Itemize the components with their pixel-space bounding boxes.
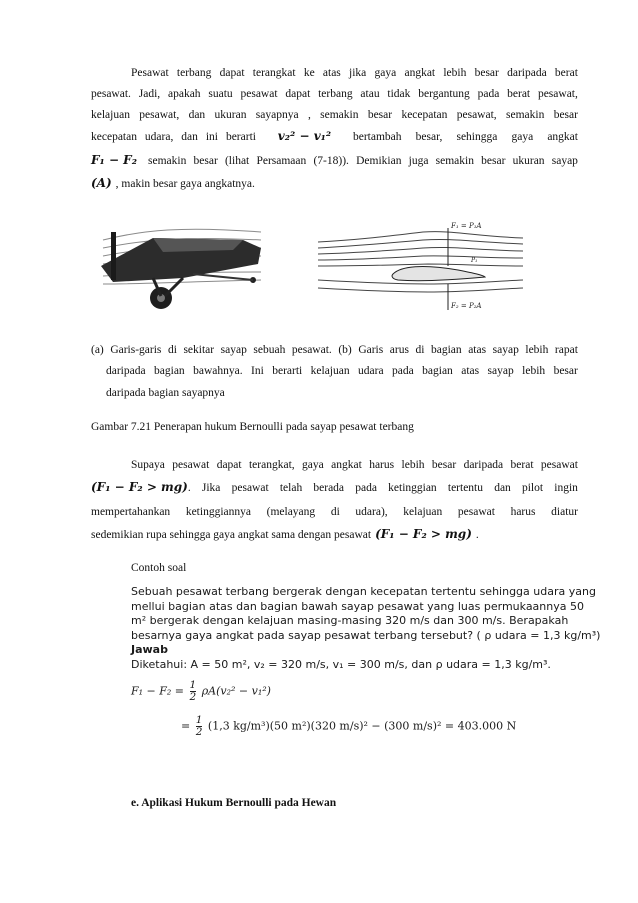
word: pesawat, [139, 109, 180, 121]
word: bertambah [352, 131, 402, 143]
word: pada [355, 482, 377, 494]
word: kecepatan [91, 131, 137, 143]
eq1-lhs: F₁ − F₂ = [131, 684, 185, 698]
answer-heading: Jawab [131, 643, 168, 656]
eq2-lhs: = [181, 719, 191, 733]
para1-line2 [91, 87, 578, 101]
word: pesawat [457, 506, 495, 518]
word: pilot [521, 482, 544, 494]
word: besar [481, 155, 506, 167]
word: gaya [511, 131, 534, 143]
force-top-label: F₁ = P₁A [451, 222, 482, 230]
word: suatu [208, 88, 233, 100]
word: Ini [251, 365, 264, 377]
word: besar [367, 109, 393, 121]
figure-title [91, 420, 578, 434]
eq1-rhs: ρA(v₂² − v₁²) [201, 684, 271, 698]
word: (lihat [224, 155, 250, 167]
caption-line3-text: daripada bagian sayapnya [106, 387, 225, 399]
word: dapat [219, 67, 245, 79]
word: lebih [522, 365, 546, 377]
word: sayap [551, 155, 578, 167]
eq2-fraction [196, 715, 203, 738]
word: udara), [355, 506, 388, 518]
word: udara, [144, 131, 174, 143]
problem-line-3: m² bergerak dengan kelajuan masing-masing 320 m/s dan 300 m/s. Berapakah [131, 614, 569, 627]
word: kelajuan [310, 365, 350, 377]
lift-condition-math-2: (F₁ − F₂ > mg) [375, 527, 472, 541]
example-label-text: Contoh soal [131, 562, 187, 574]
word: daripada [463, 459, 504, 471]
word: ketinggian [388, 482, 437, 494]
word: terangkat [252, 67, 296, 79]
word: berada [313, 482, 345, 494]
para2-line2 [91, 480, 578, 495]
word: sayap [220, 344, 247, 356]
word: juga [408, 155, 429, 167]
para2-line2-text [188, 481, 578, 495]
eq2-rhs: (1,3 kg/m³)(50 m²)(320 m/s)² − (300 m/s)² = 403.000 N [207, 719, 517, 733]
caption-line2 [106, 364, 578, 378]
word: gaya [374, 67, 397, 79]
given-values: Diketahui: A = 50 m², v₂ = 320 m/s, v₁ = 300 m/s, dan ρ udara = 1,3 kg/m³. [131, 657, 551, 671]
problem-line-2: mellui bagian atas dan bagian bawah sayap pesawat yang luas permukaannya 50 [131, 599, 584, 613]
para2-line4-end: . [475, 529, 479, 541]
word: ukuran [214, 109, 247, 121]
word: dan [494, 482, 511, 494]
word: jika [349, 67, 367, 79]
streamline-diagram [318, 222, 523, 310]
velocity-diff-math: v₂² − v₁² [277, 129, 332, 143]
word: bagian [422, 365, 453, 377]
word: bagian [431, 344, 462, 356]
word: berat [507, 88, 531, 100]
word: apakah [167, 88, 201, 100]
word: Supaya [131, 459, 165, 471]
word: pada [392, 365, 414, 377]
word: berat [510, 459, 534, 471]
eq1-fraction [190, 680, 197, 703]
word: daripada [507, 67, 547, 79]
word: semakin [148, 155, 187, 167]
word: pesawat [231, 482, 269, 494]
word: harus [510, 506, 536, 518]
eq1-denominator: 2 [189, 691, 197, 703]
para2-line3 [91, 505, 578, 519]
word: terbang [176, 67, 212, 79]
word: lebih [401, 459, 425, 471]
para1-line6-text: , makin besar gaya angkatnya. [115, 178, 255, 190]
caption-line1 [91, 343, 578, 357]
eq2-denominator: 2 [195, 726, 203, 738]
word: besar [553, 109, 578, 121]
word: Pesawat [131, 67, 169, 79]
word: , [307, 109, 311, 121]
word: terbang [318, 88, 353, 100]
word: sayap [487, 365, 514, 377]
word: atas [468, 344, 487, 356]
word: bagian [154, 365, 185, 377]
example-label [131, 561, 578, 575]
pressure-label: P₁ [471, 257, 478, 264]
word: sehingga [456, 131, 498, 143]
word: sebuah [253, 344, 286, 356]
word: bawahnya. [193, 365, 243, 377]
word: pesawat, [537, 88, 578, 100]
para2-line1 [131, 458, 578, 472]
word: ketinggiannya [185, 506, 251, 518]
bernoulli-figure [93, 218, 575, 318]
word: mempertahankan [91, 506, 171, 518]
word: ukuran [512, 155, 545, 167]
word: dan [188, 109, 206, 121]
word: lebih [525, 344, 549, 356]
force-diff-math: F₁ − F₂ [91, 153, 137, 167]
word: besar [474, 67, 499, 79]
para1-line4-after [353, 130, 578, 144]
area-math: (A) [91, 176, 112, 190]
word: (melayang [266, 506, 316, 518]
word: atas [461, 365, 480, 377]
word: ke [303, 67, 315, 79]
word: semakin [320, 109, 359, 121]
word: pesawat [240, 88, 278, 100]
para1-line4 [91, 129, 578, 144]
word: di [330, 506, 340, 518]
word: besar [193, 155, 218, 167]
word: ingin [554, 482, 578, 494]
word: di [167, 344, 177, 356]
word: Persamaan [256, 155, 307, 167]
word: diatur [551, 506, 578, 518]
para1-line1 [131, 66, 578, 80]
word: terangkat, [248, 459, 295, 471]
word: pesawat. [91, 88, 131, 100]
word: sekitar [183, 344, 215, 356]
word: kecepatan [401, 109, 448, 121]
problem-line-1: Sebuah pesawat terbang bergerak dengan kecepatan tertentu sehingga udara yang [131, 585, 596, 598]
word: (a) [91, 344, 104, 356]
word: Jadi, [138, 88, 161, 100]
para1-line5 [91, 153, 578, 168]
para1-line3 [91, 108, 578, 122]
word: . [187, 482, 191, 494]
word: pesawat [540, 459, 578, 471]
word: Jika [201, 482, 221, 494]
word: besar [553, 365, 578, 377]
word: besar [431, 459, 457, 471]
word: pada [477, 88, 500, 100]
word: pesawat, [456, 109, 497, 121]
word: gaya [302, 459, 324, 471]
word: atas [322, 67, 341, 79]
word: angkat [331, 459, 362, 471]
word: kelajuan [91, 109, 130, 121]
word: ini [205, 131, 218, 143]
word: berat [554, 67, 578, 79]
word: rapat [554, 344, 578, 356]
word: tidak [387, 88, 411, 100]
word: (b) [338, 344, 352, 356]
word: dan [181, 131, 198, 143]
word: berarti [225, 131, 256, 143]
equation-2 [131, 715, 591, 738]
word: udara [358, 365, 384, 377]
section-heading: e. Aplikasi Hukum Bernoulli pada Hewan [131, 797, 337, 809]
para2-line4 [91, 527, 578, 542]
word: (7-18)). [313, 155, 349, 167]
force-bottom-label: F₂ = P₂A [451, 302, 482, 310]
word: arus [389, 344, 409, 356]
word: daripada [106, 365, 146, 377]
word: bergantung [418, 88, 470, 100]
word: atau [360, 88, 380, 100]
word: Demikian [356, 155, 402, 167]
word: pesawat [172, 459, 210, 471]
word: semakin [506, 109, 545, 121]
caption-line3 [106, 386, 578, 400]
figure-title-text: Gambar 7.21 Penerapan hukum Bernoulli pada sayap pesawat terbang [91, 421, 414, 433]
equation-1 [131, 680, 591, 703]
word: besar, [415, 131, 443, 143]
para1-line5-text [148, 154, 578, 168]
word: dapat [285, 88, 311, 100]
eq1-numerator: 1 [189, 679, 197, 691]
word: kelajuan [403, 506, 443, 518]
eq2-numerator: 1 [195, 714, 203, 726]
word: harus [369, 459, 395, 471]
word: semakin [435, 155, 474, 167]
lift-condition-math: (F₁ − F₂ > mg) [91, 480, 188, 494]
word: berarti [272, 365, 303, 377]
problem-line-4: besarnya gaya angkat pada sayap pesawat terbang tersebut? ( ρ udara = 1,3 kg/m³) [131, 628, 601, 642]
word: angkat [547, 131, 578, 143]
word: angkat [404, 67, 436, 79]
example-problem [131, 585, 601, 738]
word: lebih [443, 67, 467, 79]
word: Garis [358, 344, 384, 356]
word: pesawat. [291, 344, 332, 356]
word: telah [279, 482, 303, 494]
word: tertentu [447, 482, 483, 494]
para1-line6 [91, 176, 578, 191]
word: sayap [492, 344, 519, 356]
airplane-photo [93, 218, 263, 318]
word: Garis-garis [110, 344, 162, 356]
word: dapat [216, 459, 242, 471]
para1-line4-before [91, 130, 256, 144]
word: di [415, 344, 425, 356]
para2-line4-text: sedemikian rupa sehingga gaya angkat sama dengan pesawat [91, 529, 372, 541]
word: sayapnya [255, 109, 299, 121]
